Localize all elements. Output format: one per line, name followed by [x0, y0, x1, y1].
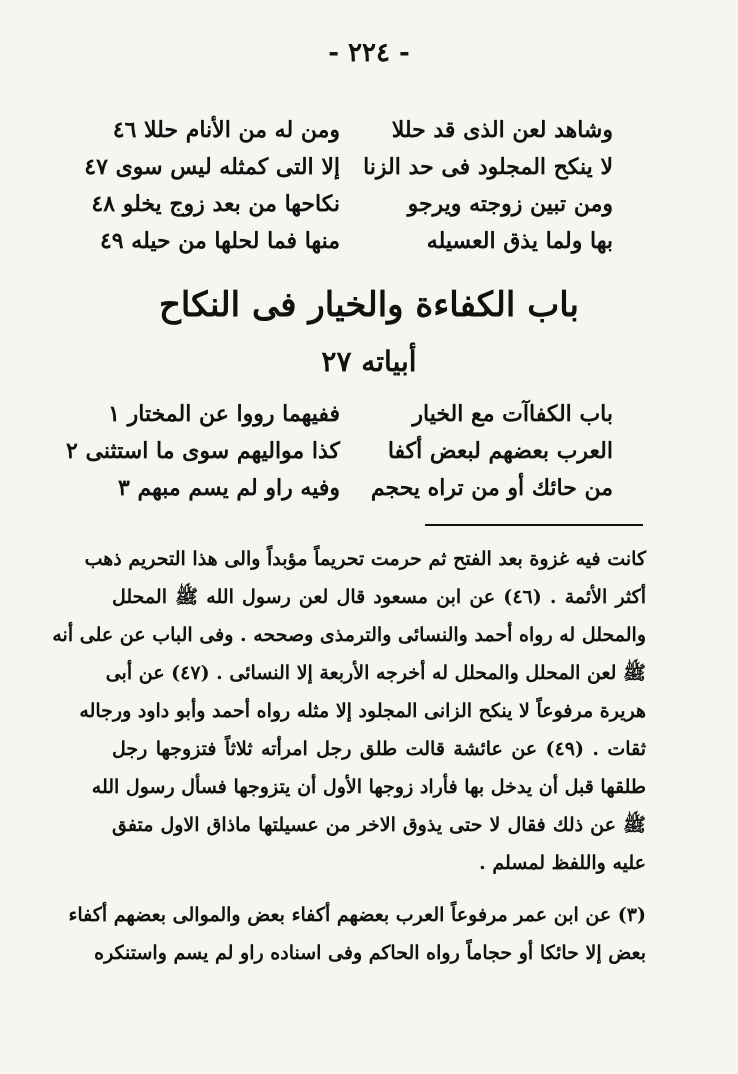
- verse-first-hemistich: وشاهد لعن الذى قد حللا: [391, 117, 613, 143]
- footnotes: [52, 540, 646, 972]
- footnote-gap: [112, 882, 646, 896]
- verse-row: [84, 149, 613, 186]
- footnote-line: والمحلل له رواه أحمد والنسائى والترمذى وصححه . وفى الباب عن على أنه: [52, 624, 646, 646]
- verse-first-hemistich: بها ولما يذق العسيله: [426, 228, 613, 254]
- footnote-line: ﷺ لعن المحلل والمحلل له أخرجه الأربعة إلا النسائى . (٤٧) عن أبى: [105, 662, 646, 684]
- page-number: - ٢٢٤ -: [328, 38, 410, 68]
- verse-second-hemistich: كذا مواليهم سوى ما استثنى ٢: [66, 438, 340, 464]
- verse-first-hemistich: العرب بعضهم لبعض أكفا: [387, 438, 613, 464]
- verse-first-hemistich: من حائك أو من تراه يحجم: [370, 475, 613, 501]
- verse-row: [91, 186, 613, 223]
- verse-first-hemistich: ومن تبين زوجته ويرجو: [407, 191, 613, 217]
- verse-second-hemistich: ففيهما رووا عن المختار ١: [108, 401, 340, 427]
- footnote-line: كانت فيه غزوة بعد الفتح ثم حرمت تحريماً مؤبداً والى هذا التحريم ذهب: [84, 548, 646, 570]
- footnote-line: ﷺ عن ذلك فقال لا حتى يذوق الاخر من عسيلتها ماذاق الاول متفق: [112, 814, 646, 836]
- verse-row: [112, 112, 613, 149]
- footnote-line: ثقات . (٤٩) عن عائشة قالت طلق رجل امرأته ثلاثاً فتزوجها رجل: [112, 738, 646, 760]
- verse-second-hemistich: ومن له من الأنام حللا ٤٦: [112, 117, 340, 143]
- verse-row: [66, 433, 613, 470]
- verse-first-hemistich: باب الكفاآت مع الخيار: [412, 401, 613, 427]
- footnote-line: عليه واللفظ لمسلم .: [479, 852, 646, 874]
- footnote-divider: [425, 524, 643, 526]
- verse-row: [99, 223, 613, 260]
- verse-row: [108, 396, 613, 433]
- chapter-title: باب الكفاءة والخيار فى النكاح: [158, 285, 580, 325]
- verse-count-heading: أبياته ٢٧: [321, 345, 417, 378]
- verse-second-hemistich: نكاحها من بعد زوج يخلو ٤٨: [91, 191, 340, 217]
- verse-second-hemistich: منها فما لحلها من حيله ٤٩: [99, 228, 340, 254]
- verse-row: [115, 470, 613, 507]
- footnote-line: (٣) عن ابن عمر مرفوعاً العرب بعضهم أكفاء بعض والموالى بعضهم أكفاء: [68, 904, 646, 926]
- poem-bottom: [66, 396, 613, 507]
- verse-first-hemistich: لا ينكح المجلود فى حد الزنا: [363, 154, 613, 180]
- poem-top: [84, 112, 613, 260]
- footnote-line: أكثر الأئمة . (٤٦) عن ابن مسعود قال لعن رسول الله ﷺ المحلل: [112, 586, 646, 608]
- footnote-line: طلقها قبل أن يدخل بها فأراد زوجها الأول أن يتزوجها فسأل رسول الله: [91, 776, 646, 798]
- verse-second-hemistich: إلا التى كمثله ليس سوى ٤٧: [84, 154, 340, 180]
- footnote-line: بعض إلا حائكا أو حجاماً رواه الحاكم وفى اسناده راو لم يسم واستنكره: [94, 942, 646, 964]
- footnote-line: هريرة مرفوعاً لا ينكح الزانى المجلود إلا مثله رواه أحمد وأبو داود ورجاله: [79, 700, 646, 722]
- verse-second-hemistich: وفيه راو لم يسم مبهم ٣: [118, 475, 340, 501]
